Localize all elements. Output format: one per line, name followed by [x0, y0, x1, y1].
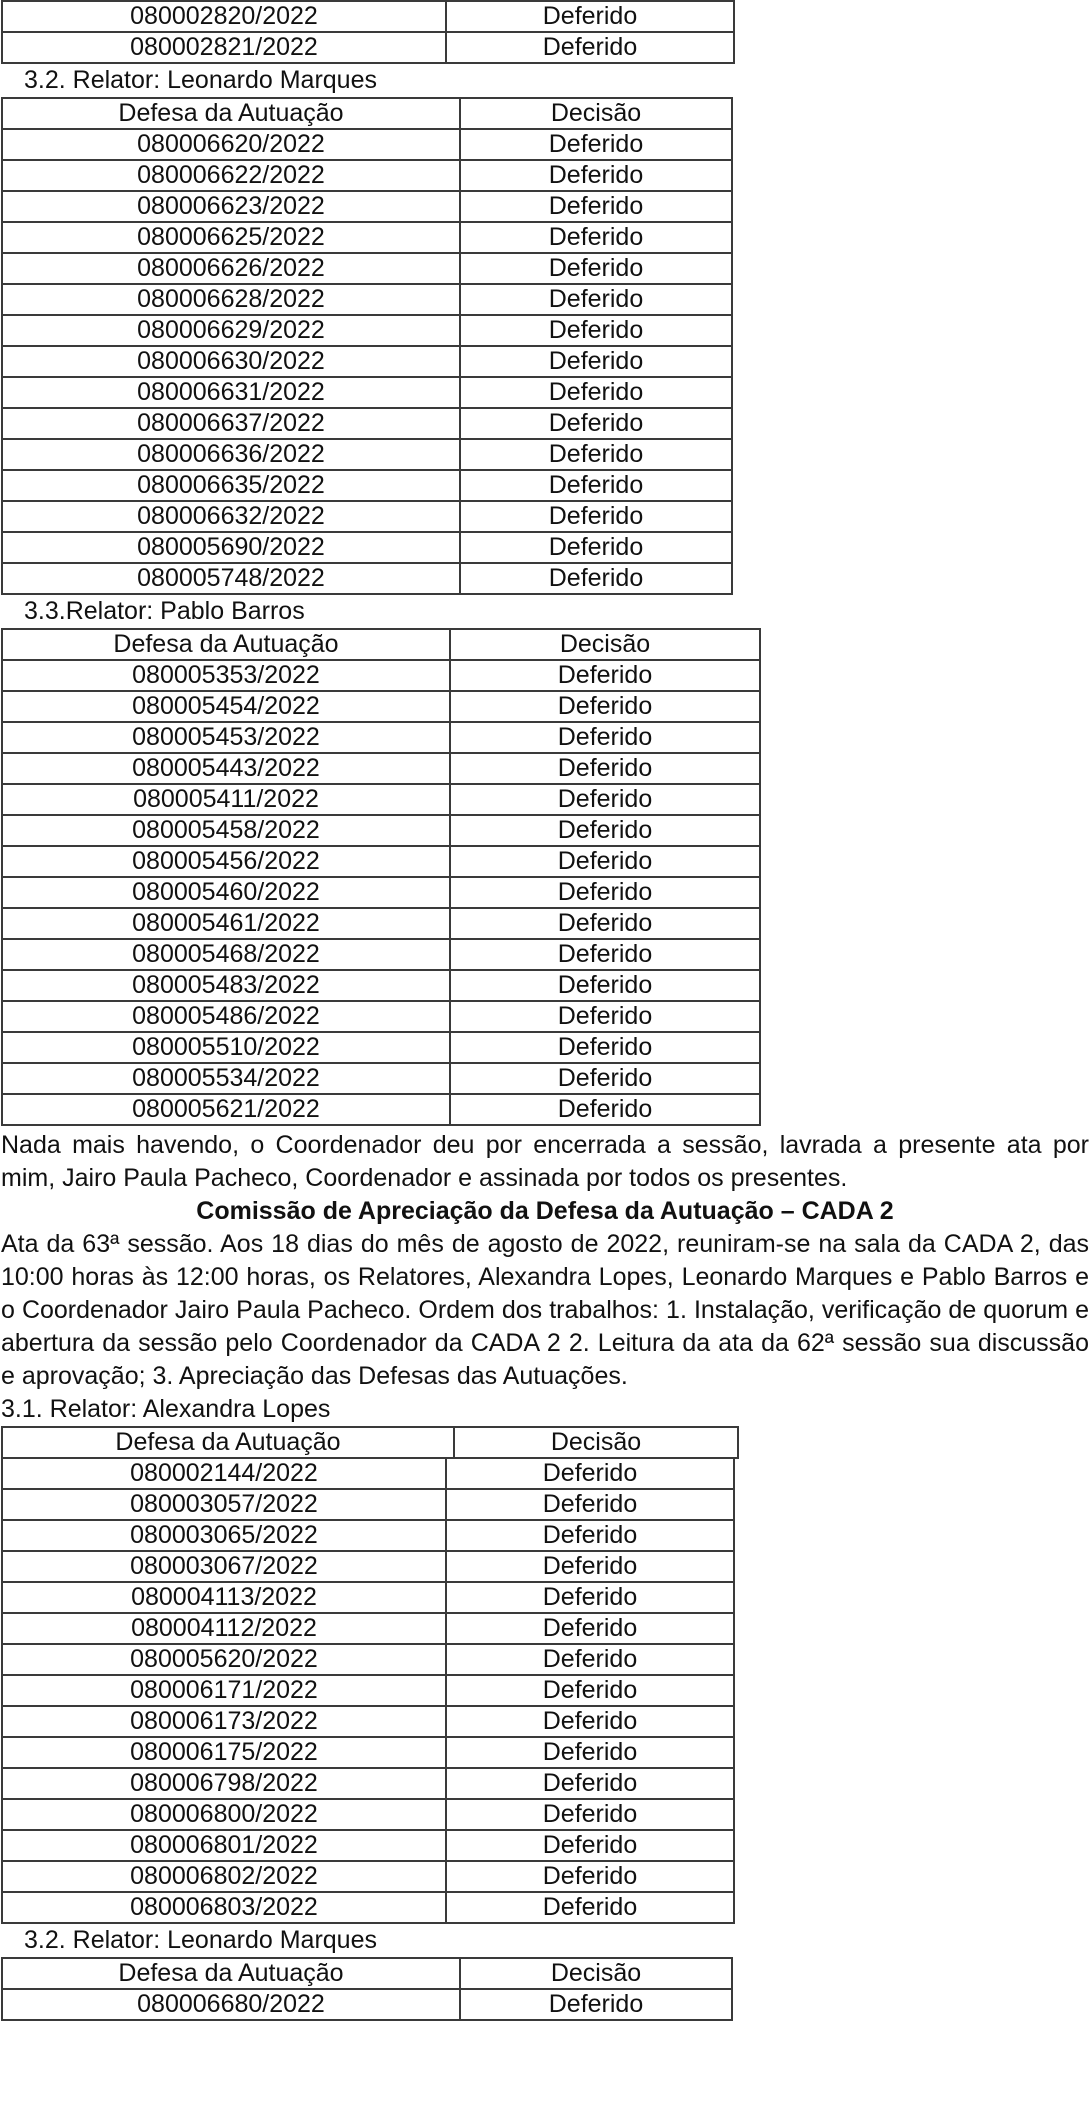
table-section-b-3-1 [1, 1457, 735, 1924]
table-row [2, 1063, 760, 1094]
cell-decisao: Deferido [450, 970, 760, 1001]
cell-decisao: Deferido [460, 191, 732, 222]
closing-paragraph: Nada mais havendo, o Coordenador deu por encerrada a sessão, lavrada a presente ata por mim, Jairo Paula Pacheco, Coordenador e assinada por todos os presentes. [1, 1131, 1089, 1192]
table-row [2, 501, 732, 532]
table-row [2, 1, 734, 32]
column-header-decisao: Decisão [460, 98, 732, 129]
table-section-3-3 [1, 628, 761, 1126]
cell-defesa: 080002821/2022 [2, 32, 446, 63]
cell-defesa: 080006801/2022 [2, 1830, 446, 1861]
commission-title: Comissão de Apreciação da Defesa da Autuação – CADA 2 [196, 1197, 894, 1225]
table-row [2, 1613, 734, 1644]
cell-decisao: Deferido [460, 253, 732, 284]
column-header-decisao: Decisão [454, 1427, 738, 1458]
table-row [2, 32, 734, 63]
cell-defesa: 080006631/2022 [2, 377, 460, 408]
cell-decisao: Deferido [450, 753, 760, 784]
cell-defesa: 080005620/2022 [2, 1644, 446, 1675]
cell-defesa: 080005454/2022 [2, 691, 450, 722]
cell-defesa: 080003065/2022 [2, 1520, 446, 1551]
table-row [2, 753, 760, 784]
cell-decisao: Deferido [450, 691, 760, 722]
cell-defesa: 080005483/2022 [2, 970, 450, 1001]
table-section-3-2 [1, 97, 733, 595]
cell-defesa: 080006173/2022 [2, 1706, 446, 1737]
table-row [2, 691, 760, 722]
table-row [2, 1489, 734, 1520]
column-header-defesa: Defesa da Autuação [2, 1958, 460, 1989]
table-row [2, 815, 760, 846]
column-header-decisao: Decisão [460, 1958, 732, 1989]
cell-defesa: 080006625/2022 [2, 222, 460, 253]
table-row [2, 315, 732, 346]
cell-decisao: Deferido [460, 532, 732, 563]
cell-decisao: Deferido [446, 1892, 734, 1923]
cell-defesa: 080006626/2022 [2, 253, 460, 284]
table-row [2, 660, 760, 691]
table-row [2, 377, 732, 408]
table-row [2, 1001, 760, 1032]
section-heading-b-3-1: 3.1. Relator: Alexandra Lopes [1, 1395, 331, 1423]
cell-defesa: 080005534/2022 [2, 1063, 450, 1094]
cell-decisao: Deferido [450, 722, 760, 753]
table-section-b-3-1-header [1, 1426, 739, 1459]
cell-defesa: 080005456/2022 [2, 846, 450, 877]
ata-paragraph: Ata da 63ª sessão. Aos 18 dias do mês de agosto de 2022, reuniram-se na sala da CADA 2, das 10:00 horas às 12:00 horas, os Relatores, Alexandra Lopes, Leonardo Marques e Pablo Barros e o Coordenador Jairo Paula Pacheco. Ordem dos trabalhos: 1. Instalação, verificação de quorum e abertura da sessão pelo Coordenador da CADA 2 2. Leitura da ata da 62ª sessão sua discussão e aprovação; 3. Apreciação das Defesas das Autuações. [1, 1230, 1089, 1390]
column-header-defesa: Defesa da Autuação [2, 629, 450, 660]
table-row [2, 1520, 734, 1551]
table-row [2, 253, 732, 284]
cell-decisao: Deferido [446, 1768, 734, 1799]
cell-defesa: 080005460/2022 [2, 877, 450, 908]
cell-decisao: Deferido [460, 563, 732, 594]
cell-defesa: 080005468/2022 [2, 939, 450, 970]
cell-defesa: 080004112/2022 [2, 1613, 446, 1644]
table-row [2, 346, 732, 377]
cell-decisao: Deferido [450, 939, 760, 970]
cell-decisao: Deferido [460, 470, 732, 501]
cell-decisao: Deferido [446, 1582, 734, 1613]
table-row [2, 222, 732, 253]
cell-decisao: Deferido [450, 908, 760, 939]
cell-decisao: Deferido [450, 846, 760, 877]
table-row [2, 1892, 734, 1923]
table-row [2, 877, 760, 908]
cell-decisao: Deferido [460, 408, 732, 439]
cell-defesa: 080006800/2022 [2, 1799, 446, 1830]
table-row [2, 470, 732, 501]
cell-defesa: 080006632/2022 [2, 501, 460, 532]
cell-decisao: Deferido [450, 660, 760, 691]
cell-decisao: Deferido [446, 1551, 734, 1582]
cell-defesa: 080006637/2022 [2, 408, 460, 439]
cell-defesa: 080006802/2022 [2, 1861, 446, 1892]
cell-decisao: Deferido [446, 1520, 734, 1551]
cell-defesa: 080006622/2022 [2, 160, 460, 191]
cell-defesa: 080006798/2022 [2, 1768, 446, 1799]
table-row [2, 784, 760, 815]
cell-decisao: Deferido [446, 1706, 734, 1737]
table-header-row [2, 98, 732, 129]
cell-defesa: 080003057/2022 [2, 1489, 446, 1520]
cell-decisao: Deferido [460, 377, 732, 408]
table-row [2, 1582, 734, 1613]
cell-defesa: 080005458/2022 [2, 815, 450, 846]
cell-defesa: 080002820/2022 [2, 1, 446, 32]
table-row [2, 532, 732, 563]
cell-decisao: Deferido [446, 1458, 734, 1489]
cell-decisao: Deferido [450, 1094, 760, 1125]
cell-defesa: 080006635/2022 [2, 470, 460, 501]
table-row [2, 1032, 760, 1063]
cell-defesa: 080006171/2022 [2, 1675, 446, 1706]
cell-decisao: Deferido [460, 284, 732, 315]
cell-defesa: 080005690/2022 [2, 532, 460, 563]
table-header-row [2, 1958, 732, 1989]
cell-decisao: Deferido [446, 1799, 734, 1830]
table-row [2, 1094, 760, 1125]
column-header-defesa: Defesa da Autuação [2, 98, 460, 129]
table-row [2, 1551, 734, 1582]
table-row [2, 408, 732, 439]
table-row [2, 939, 760, 970]
cell-defesa: 080006629/2022 [2, 315, 460, 346]
cell-defesa: 080003067/2022 [2, 1551, 446, 1582]
column-header-defesa: Defesa da Autuação [2, 1427, 454, 1458]
table-row [2, 722, 760, 753]
cell-decisao: Deferido [460, 1989, 732, 2020]
cell-defesa: 080006620/2022 [2, 129, 460, 160]
table-top-continuation [1, 0, 735, 64]
table-row [2, 1799, 734, 1830]
table-row [2, 846, 760, 877]
table-row [2, 1737, 734, 1768]
cell-decisao: Deferido [450, 815, 760, 846]
cell-decisao: Deferido [446, 1, 734, 32]
table-row [2, 1989, 732, 2020]
table-row [2, 284, 732, 315]
cell-decisao: Deferido [450, 1001, 760, 1032]
cell-decisao: Deferido [460, 501, 732, 532]
cell-decisao: Deferido [450, 784, 760, 815]
cell-defesa: 080005621/2022 [2, 1094, 450, 1125]
cell-decisao: Deferido [446, 1861, 734, 1892]
cell-defesa: 080006175/2022 [2, 1737, 446, 1768]
cell-defesa: 080006630/2022 [2, 346, 460, 377]
table-row [2, 1706, 734, 1737]
table-row [2, 1458, 734, 1489]
table-row [2, 1861, 734, 1892]
cell-defesa: 080002144/2022 [2, 1458, 446, 1489]
cell-decisao: Deferido [450, 877, 760, 908]
table-row [2, 191, 732, 222]
cell-defesa: 080005461/2022 [2, 908, 450, 939]
table-row [2, 970, 760, 1001]
cell-decisao: Deferido [460, 315, 732, 346]
cell-decisao: Deferido [446, 1675, 734, 1706]
cell-defesa: 080005486/2022 [2, 1001, 450, 1032]
table-header-row [2, 629, 760, 660]
table-row [2, 129, 732, 160]
cell-decisao: Deferido [460, 160, 732, 191]
cell-defesa: 080006636/2022 [2, 439, 460, 470]
cell-decisao: Deferido [450, 1063, 760, 1094]
table-row [2, 160, 732, 191]
cell-defesa: 080006680/2022 [2, 1989, 460, 2020]
cell-defesa: 080005443/2022 [2, 753, 450, 784]
cell-decisao: Deferido [446, 1644, 734, 1675]
cell-defesa: 080005353/2022 [2, 660, 450, 691]
column-header-decisao: Decisão [450, 629, 760, 660]
section-heading-b-3-2: 3.2. Relator: Leonardo Marques [24, 1926, 377, 1954]
table-row [2, 563, 732, 594]
cell-decisao: Deferido [446, 1737, 734, 1768]
cell-defesa: 080005411/2022 [2, 784, 450, 815]
cell-decisao: Deferido [446, 1489, 734, 1520]
table-row [2, 908, 760, 939]
cell-decisao: Deferido [460, 129, 732, 160]
section-heading-3-2: 3.2. Relator: Leonardo Marques [24, 66, 377, 94]
cell-decisao: Deferido [460, 439, 732, 470]
cell-defesa: 080004113/2022 [2, 1582, 446, 1613]
table-row [2, 1644, 734, 1675]
cell-decisao: Deferido [450, 1032, 760, 1063]
table-row [2, 1830, 734, 1861]
cell-defesa: 080005453/2022 [2, 722, 450, 753]
table-section-b-3-2 [1, 1957, 733, 2021]
cell-decisao: Deferido [460, 346, 732, 377]
cell-defesa: 080006628/2022 [2, 284, 460, 315]
cell-defesa: 080006623/2022 [2, 191, 460, 222]
cell-decisao: Deferido [446, 32, 734, 63]
cell-defesa: 080006803/2022 [2, 1892, 446, 1923]
table-row [2, 1768, 734, 1799]
section-heading-3-3: 3.3.Relator: Pablo Barros [24, 597, 305, 625]
cell-decisao: Deferido [460, 222, 732, 253]
table-row [2, 439, 732, 470]
table-header-row [2, 1427, 738, 1458]
table-row [2, 1675, 734, 1706]
cell-decisao: Deferido [446, 1613, 734, 1644]
cell-defesa: 080005748/2022 [2, 563, 460, 594]
cell-decisao: Deferido [446, 1830, 734, 1861]
cell-defesa: 080005510/2022 [2, 1032, 450, 1063]
